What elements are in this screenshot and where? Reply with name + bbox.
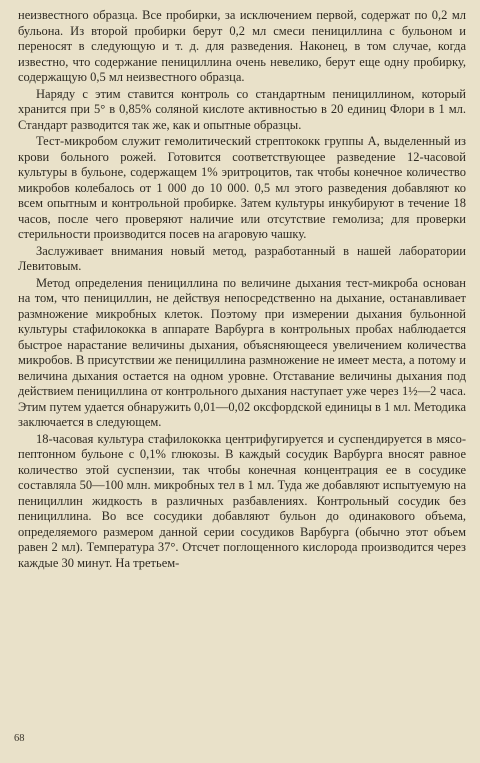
paragraph-test-microbe: Тест-микробом служит гемолитический стрептококк группы А, выделенный из крови больного рожей. Готовится соответствующее разведение 12-часовой культуры в бульоне, содержащем 1% эритроцитов, так чтобы конечное количество микробов колебалось от 1 000 до 10 000. 0,5 мл этого разведения добавляют ко всем опытным и контрольной пробирке. Затем культуры инкубируют в течение 18 часов, после чего проверяют наличие или отсутствие гемолиза; для проверки стерильности производится посев на агаровую чашку. <box>18 134 466 241</box>
paragraph-standard-control: Наряду с этим ставится контроль со стандартным пенициллином, который хранится при 5° в 0,85% соляной кислоте активностью в 20 единиц Флори в 1 мл. Стандарт разводится так же, как и опытные образцы. <box>18 86 466 132</box>
paragraph-sample-dilution: неизвестного образца. Все пробирки, за исключением первой, содержат по 0,2 мл бульона. Из второй пробирки берут 0,2 мл смеси пенициллина с бульоном и переносят в следующую и т. д. для разведения. Наконец, в том случае, когда известно, что содержание пенициллина очень невелико, берут еще одну пробирку, содержащую 0,5 мл неизвестного образца. <box>18 8 466 84</box>
paragraph-new-method: Заслуживает внимания новый метод, разработанный в нашей лаборатории Левитовым. <box>18 243 466 273</box>
paragraph-procedure: 18-часовая культура стафилококка центрифугируется и суспендируется в мясо-пептонном бульоне с 0,1% глюкозы. В каждый сосудик Варбурга вносят равное количество этой суспензии, так чтобы конечная концентрация ее в сосудике составляла 50—100 млн. микробных тел в 1 мл. Туда же добавляют испытуемую на пенициллин жидкость в различных разбавлениях. Контрольный сосудик без пенициллина. Во все сосудики добавляют бульон до одинакового объема, определяемого размером данной серии сосудиков Варбурга (обычно этот объем равен 2 мл). Температура 37°. Отсчет поглощенного кислорода производится через каждые 30 минут. На третьем- <box>18 431 466 570</box>
paragraph-respiration-method: Метод определения пенициллина по величине дыхания тест-микроба основан на том, что пенициллин, не действуя непосредственно на дыхание, останавливает размножение микробных клеток. Поэтому при измерении дыхания бульонной культуры стафилококка в аппарате Варбурга в контрольных пробах наблюдается быстрое нарастание величины дыхания, объясняющееся увеличением количества микробов. В присутствии же пенициллина размножение не имеет места, а потому и величина дыхания остается на одном уровне. Отставание величины дыхания под действием пенициллина от контрольного дыхания наступает уже через 1½—2 часа. Этим путем удается обнаружить 0,01—0,02 оксфордской единицы в 1 мл. Методика заключается в следующем. <box>18 275 466 429</box>
page-number: 68 <box>14 733 25 744</box>
